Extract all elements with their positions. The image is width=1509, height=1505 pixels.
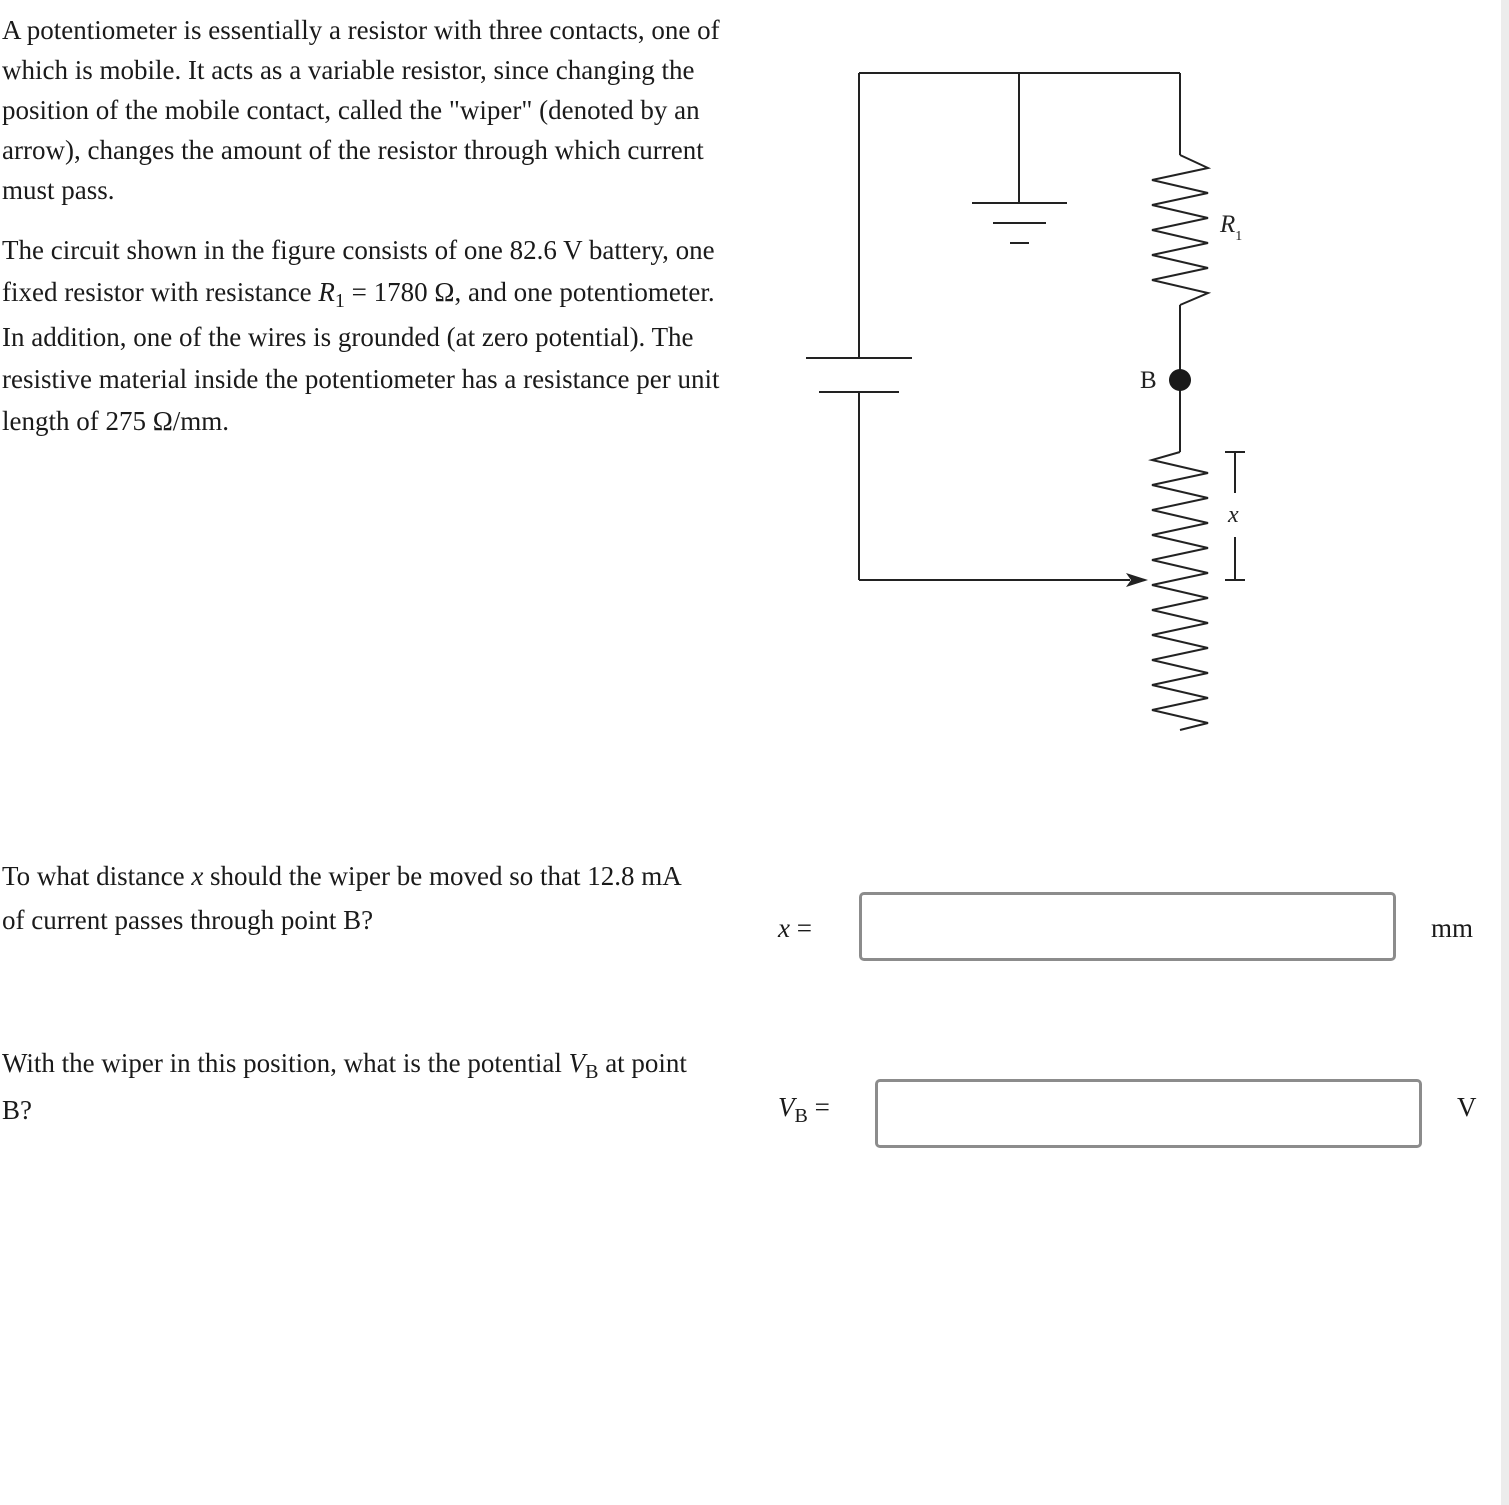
vb-equals-label — [778, 1092, 830, 1127]
question-2-text — [2, 1041, 702, 1132]
q1-text-before: To what distance — [2, 861, 192, 891]
r1-symbol: R — [318, 277, 335, 307]
ground-icon — [972, 203, 1067, 243]
resistor-r1-icon — [1152, 155, 1208, 305]
x-equals-label — [778, 913, 812, 944]
q2-var-sub: B — [585, 1061, 599, 1083]
x-label-var: x — [778, 913, 790, 943]
x-label-eq: = — [789, 913, 812, 943]
q2-text-before: With the wiper in this position, what is the potential — [2, 1048, 569, 1078]
circuit-diagram — [790, 60, 1270, 750]
q2-var: V — [568, 1048, 586, 1078]
r1-label: $R_1$ — [1220, 211, 1243, 244]
page-edge — [1501, 0, 1509, 1505]
node-b-label: B — [1140, 367, 1157, 394]
battery-icon — [806, 358, 912, 392]
circuit-description — [2, 229, 732, 442]
q1-text-after: should the wiper be moved so that 12.8 mA of current passes through point B? — [2, 861, 681, 935]
node-b-dot — [1169, 369, 1191, 391]
x-answer-input[interactable] — [859, 892, 1396, 961]
r1-value: = 1780 Ω — [344, 277, 455, 307]
potentiometer-icon — [1152, 452, 1208, 730]
vb-label-eq: = — [807, 1092, 830, 1122]
x-unit-label: mm — [1431, 913, 1474, 943]
circuit-text-1: The circuit shown in the figure consists of one 82.6 V battery, one fixed resistor with resistance — [2, 235, 715, 307]
intro-paragraph: A potentiometer is essentially a resistor with three contacts, one of which is mobile. It acts as a variable resistor, since changing the position of the mobile contact, called the "wiper" (denoted by an arrow), changes the amount of the resistor through which current must pass. — [2, 15, 720, 205]
vb-unit-label: V — [1457, 1092, 1477, 1122]
circuit-text-2: , and one potentiometer. In addition, one of the wires is grounded (at zero potential). The resistive material inside the potentiometer has a resistance per unit length of 275 Ω/mm. — [2, 277, 720, 436]
question-1-text — [2, 854, 702, 942]
circuit-wires — [859, 73, 1180, 580]
vb-label-sub: B — [794, 1105, 808, 1127]
q2-text-after: at point B? — [2, 1048, 687, 1125]
vb-answer-input[interactable] — [875, 1079, 1422, 1148]
r1-subscript: 1 — [334, 290, 345, 312]
x-dimension-label: x — [1228, 502, 1239, 528]
q1-var: x — [191, 861, 204, 891]
vb-label-var: V — [778, 1092, 795, 1122]
